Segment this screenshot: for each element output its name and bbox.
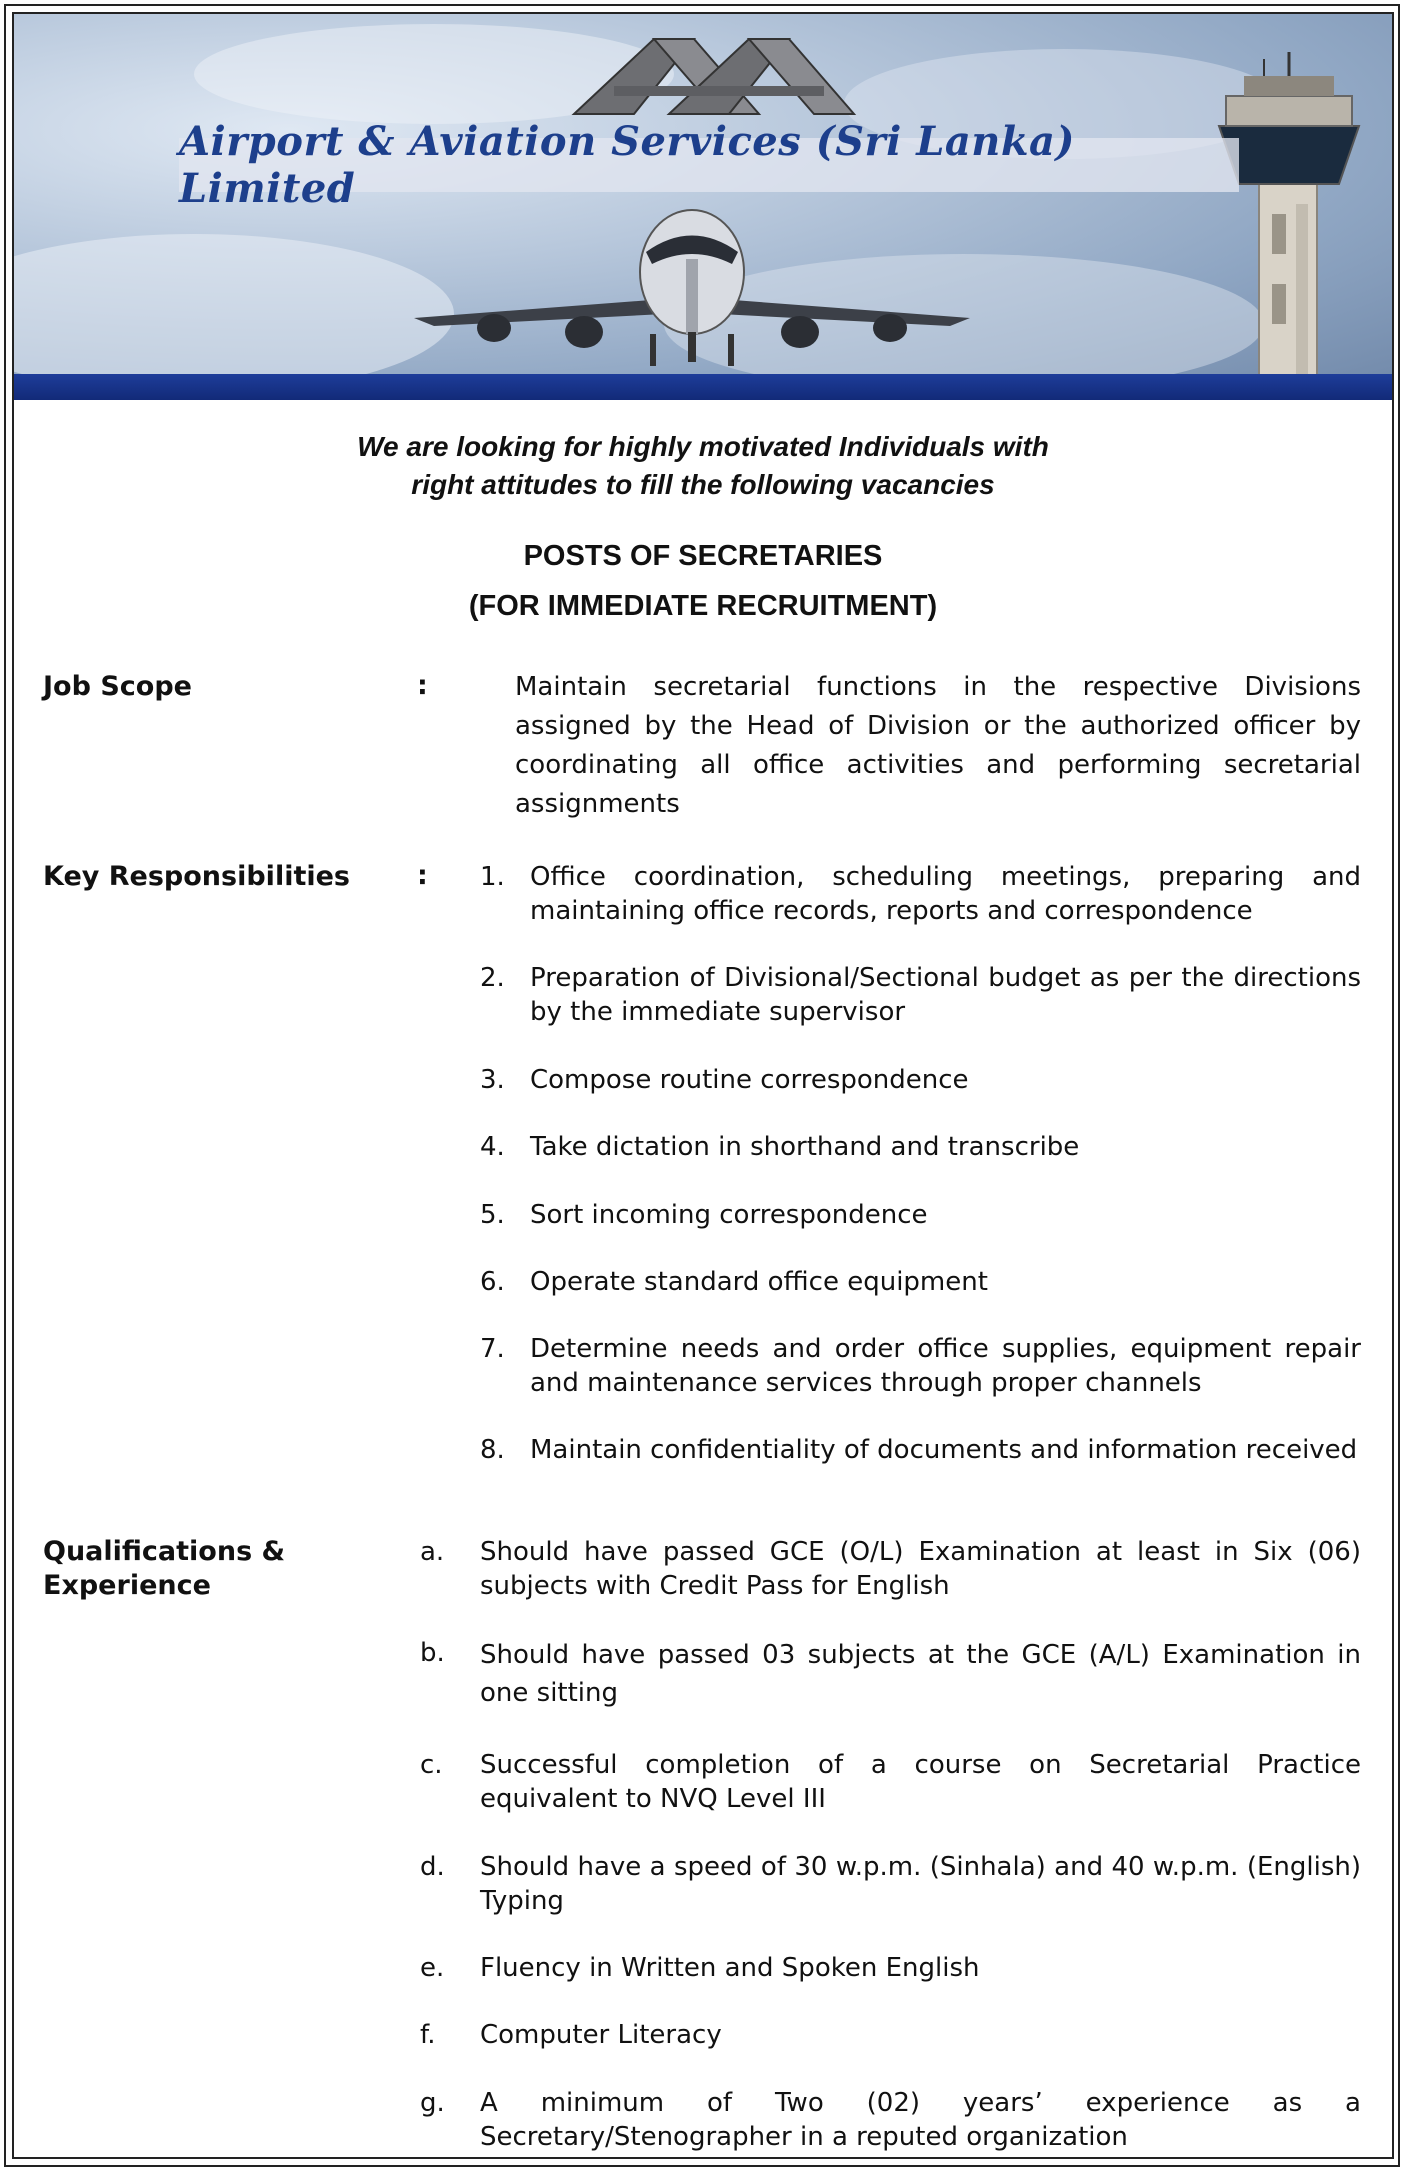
list-item-marker: 3. bbox=[480, 1065, 505, 1095]
list-item: Maintain confidentiality of documents and information received bbox=[530, 1435, 1358, 1465]
list-item: Should have a speed of 30 w.p.m. (Sinhala) and 40 w.p.m. (English) Typing bbox=[480, 1852, 1361, 1916]
job-scope-text: Maintain secretarial functions in the respective Divisions assigned by the Head of Division or the authorized officer by coordinating all office activities and performing secretarial assignments bbox=[515, 672, 1361, 819]
list-item-marker: 8. bbox=[480, 1435, 505, 1465]
company-name: Airport & Aviation Services (Sri Lanka) Limited bbox=[179, 118, 1075, 212]
list-item: Preparation of Divisional/Sectional budget as per the directions by the immediate supervisor bbox=[530, 963, 1361, 1027]
list-item: Successful completion of a course on Secretarial Practice equivalent to NVQ Level III bbox=[480, 1750, 1361, 1814]
intro-line-1: We are looking for highly motivated Individuals with bbox=[357, 431, 1049, 462]
list-item: Computer Literacy bbox=[480, 2020, 722, 2050]
list-item: Take dictation in shorthand and transcribe bbox=[530, 1132, 1080, 1162]
list-item-marker: 7. bbox=[480, 1334, 505, 1364]
list-item-marker: 2. bbox=[480, 963, 505, 993]
list-item: Fluency in Written and Spoken English bbox=[480, 1953, 980, 1983]
list-item: Should have passed GCE (O/L) Examination at least in Six (06) subjects with Credit Pass for English bbox=[480, 1537, 1361, 1601]
qualifications-label bbox=[43, 1535, 285, 1603]
list-item: Operate standard office equipment bbox=[530, 1267, 988, 1297]
qualifications-label-line-2: Experience bbox=[43, 1570, 211, 1601]
key-responsibilities-label: Key Responsibilities bbox=[43, 861, 350, 892]
page-title: POSTS OF SECRETARIES bbox=[523, 540, 883, 572]
qualifications-label-line-1: Qualifications & bbox=[43, 1536, 286, 1567]
list-item-marker: d. bbox=[420, 1852, 445, 1882]
list-item: Office coordination, scheduling meetings, preparing and maintaining office records, reports and correspondence bbox=[530, 862, 1361, 926]
list-item: Compose routine correspondence bbox=[530, 1065, 969, 1095]
intro-text bbox=[0, 428, 1406, 504]
list-item-marker: b. bbox=[420, 1638, 445, 1668]
list-item-marker: 5. bbox=[480, 1200, 505, 1230]
list-item-marker: a. bbox=[420, 1537, 445, 1567]
page-subtitle: (FOR IMMEDIATE RECRUITMENT) bbox=[468, 590, 938, 622]
header-banner bbox=[14, 14, 1392, 400]
intro-line-2: right attitudes to fill the following vacancies bbox=[411, 469, 995, 500]
banner-blue-stripe bbox=[14, 374, 1392, 400]
list-item: A minimum of Two (02) years’ experience as a Secretary/Stenographer in a reputed organization bbox=[480, 2088, 1361, 2152]
company-name-banner bbox=[179, 118, 1239, 212]
list-item-marker: g. bbox=[420, 2088, 445, 2118]
list-item: Should have passed 03 subjects at the GCE (A/L) Examination in one sitting bbox=[480, 1640, 1361, 1708]
list-item-marker: 6. bbox=[480, 1267, 505, 1297]
list-item-marker: 1. bbox=[480, 862, 505, 892]
key-responsibilities-colon: : bbox=[417, 860, 428, 891]
job-scope-label: Job Scope bbox=[43, 671, 192, 702]
list-item-marker: 4. bbox=[480, 1132, 505, 1162]
list-item: Determine needs and order office supplies, equipment repair and maintenance services through proper channels bbox=[530, 1334, 1361, 1398]
list-item-marker: f. bbox=[420, 2020, 436, 2050]
list-item: Sort incoming correspondence bbox=[530, 1200, 928, 1230]
list-item-marker: e. bbox=[420, 1953, 445, 1983]
list-item-marker: c. bbox=[420, 1750, 443, 1780]
job-scope-colon: : bbox=[417, 670, 428, 701]
